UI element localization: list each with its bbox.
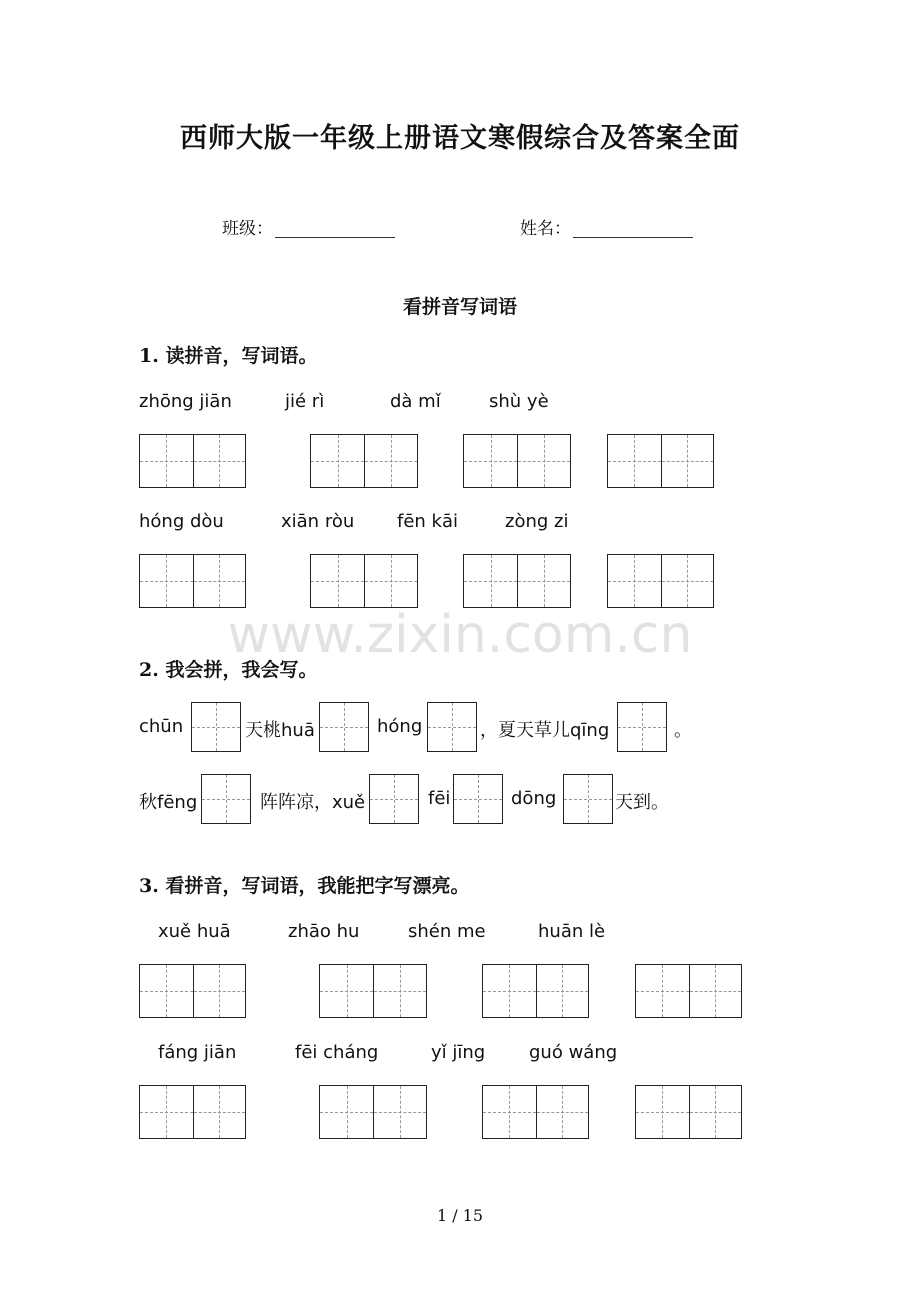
writing-grid[interactable] [310, 434, 418, 488]
char-box[interactable] [369, 774, 419, 824]
writing-grid[interactable] [310, 554, 418, 608]
pinyin-label: hóng dòu [139, 511, 224, 532]
fill-text: dōng [511, 788, 557, 809]
pinyin-label: zhāo hu [288, 921, 360, 942]
writing-grid[interactable] [463, 434, 571, 488]
char-box[interactable] [427, 702, 477, 752]
section-title: 看拼音写词语 [402, 296, 517, 318]
writing-grid[interactable] [635, 1085, 742, 1139]
writing-grid[interactable] [319, 964, 427, 1018]
pinyin-label: guó wáng [529, 1042, 618, 1063]
name-label: 姓名： [520, 219, 571, 239]
writing-grid[interactable] [319, 1085, 427, 1139]
name-blank[interactable] [573, 237, 693, 238]
writing-grid[interactable] [463, 554, 571, 608]
class-label: 班级： [222, 219, 273, 239]
writing-grid[interactable] [635, 964, 742, 1018]
writing-grid[interactable] [139, 964, 246, 1018]
pinyin-label: zhōng jiān [139, 391, 232, 412]
pinyin-label: dà mǐ [390, 391, 441, 412]
fill-text: 天到。 [615, 792, 669, 813]
class-field [222, 214, 395, 239]
pinyin-label: jié rì [285, 391, 325, 412]
char-box[interactable] [563, 774, 613, 824]
fill-text: 秋fēng [139, 792, 198, 813]
char-box[interactable] [191, 702, 241, 752]
writing-grid[interactable] [139, 554, 246, 608]
q2-heading: 2. 我会拼，我会写。 [139, 659, 318, 681]
fill-text: 。 [674, 720, 692, 741]
char-box[interactable] [617, 702, 667, 752]
fill-text: fēi [428, 788, 451, 809]
watermark: www.zixin.com.cn [227, 605, 693, 665]
fill-text: 阵阵凉，xuě [260, 792, 366, 813]
pinyin-label: xiān ròu [281, 511, 355, 532]
pinyin-label: huān lè [538, 921, 606, 942]
char-box[interactable] [453, 774, 503, 824]
fill-text: chūn [139, 716, 184, 737]
class-blank[interactable] [275, 237, 395, 238]
writing-grid[interactable] [482, 964, 589, 1018]
writing-grid[interactable] [607, 554, 714, 608]
writing-grid[interactable] [139, 434, 246, 488]
pinyin-label: fēi cháng [295, 1042, 379, 1063]
q3-heading: 3. 看拼音，写词语，我能把字写漂亮。 [139, 875, 470, 897]
pinyin-label: fēn kāi [397, 511, 458, 532]
name-field [520, 214, 693, 239]
pinyin-label: xuě huā [158, 921, 231, 942]
writing-grid[interactable] [139, 1085, 246, 1139]
pinyin-label: zòng zi [505, 511, 569, 532]
pinyin-label: yǐ jīng [431, 1042, 486, 1063]
pinyin-label: shù yè [489, 391, 549, 412]
fill-text: 天桃huā [245, 720, 315, 741]
fill-text: ，夏天草儿qīng [480, 720, 610, 741]
char-box[interactable] [201, 774, 251, 824]
char-box[interactable] [319, 702, 369, 752]
writing-grid[interactable] [482, 1085, 589, 1139]
page-number: 1 / 15 [436, 1206, 484, 1225]
pinyin-label: shén me [408, 921, 486, 942]
document-title: 西师大版一年级上册语文寒假综合及答案全面 [180, 123, 740, 154]
fill-text: hóng [377, 716, 423, 737]
q1-heading: 1. 读拼音，写词语。 [139, 345, 318, 367]
writing-grid[interactable] [607, 434, 714, 488]
pinyin-label: fáng jiān [158, 1042, 237, 1063]
